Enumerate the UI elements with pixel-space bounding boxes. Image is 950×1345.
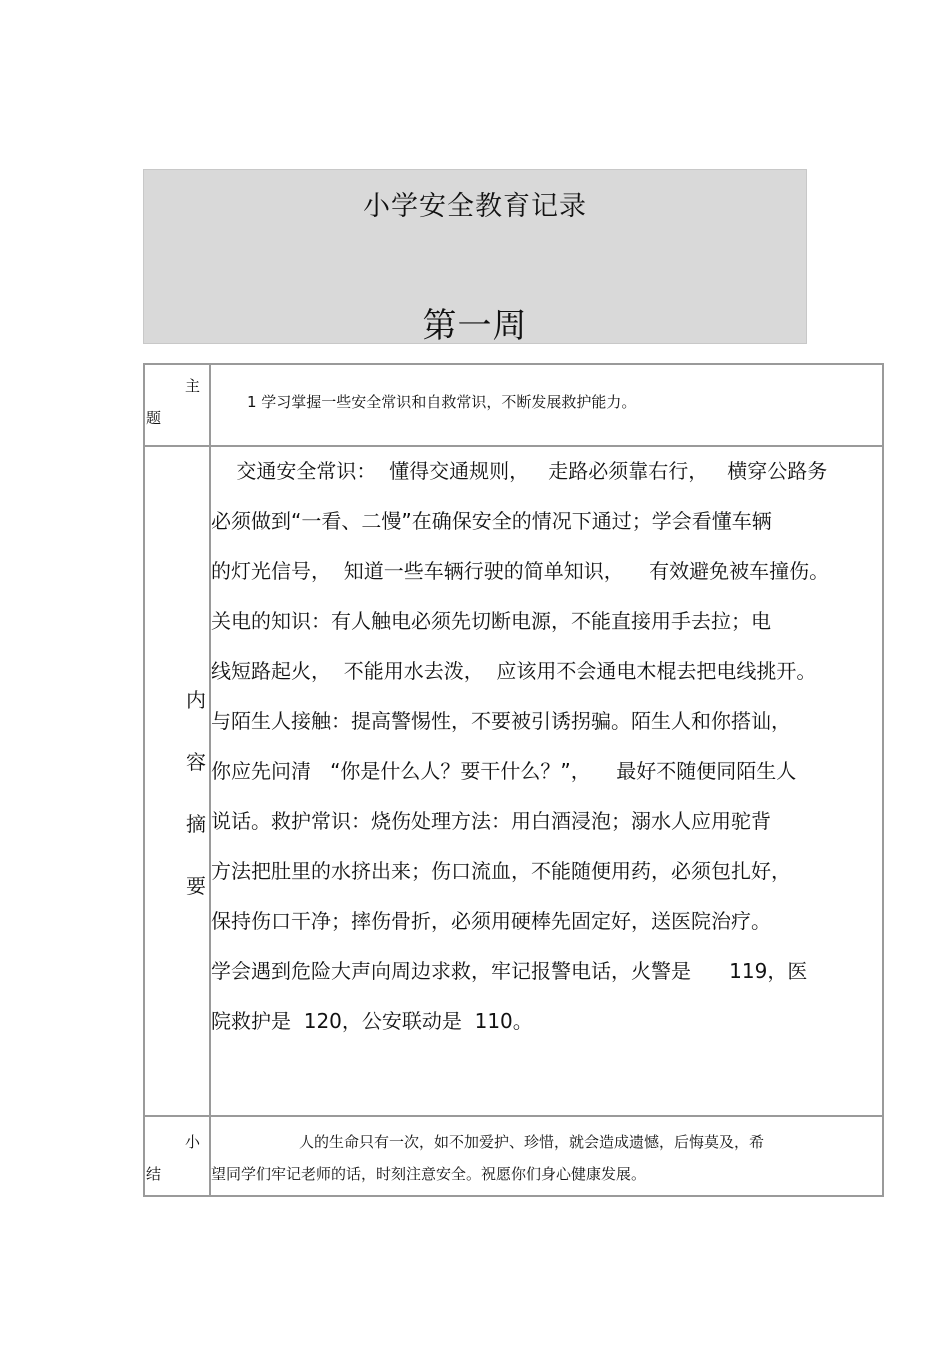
content-row (145, 447, 882, 1117)
topic-content-cell (211, 365, 882, 445)
content-label-cell (145, 447, 211, 1115)
summary-label-part1: 小 (185, 1133, 201, 1151)
content-label: 内容摘要 (186, 688, 206, 898)
topic-label-cell (145, 365, 211, 445)
content-line: 交通安全常识： 懂得交通规则， 走路必须靠右行， 横穿公路务 (211, 459, 828, 483)
header-box (143, 169, 807, 344)
summary-label-cell (145, 1117, 211, 1195)
content-line: 的灯光信号， 知道一些车辆行驶的简单知识， 有效避免被车撞伤。 (211, 559, 830, 583)
record-table (143, 363, 884, 1197)
content-line: 线短路起火， 不能用水去泼， 应该用不会通电木棍去把电线挑开。 (211, 659, 817, 683)
topic-row (145, 365, 882, 447)
document-title: 小学安全教育记录 (363, 191, 587, 222)
content-line: 说话。救护常识：烧伤处理方法：用白酒浸泡；溺水人应用驼背 (211, 809, 771, 833)
content-line: 院救护是 120，公安联动是 110。 (211, 1009, 533, 1033)
summary-line-1: 人的生命只有一次，如不加爱护、珍惜，就会造成遗憾，后悔莫及，希 (299, 1133, 765, 1151)
content-line: 你应先问清 “你是什么人？要干什么？”， 最好不随便同陌生人 (211, 759, 797, 783)
content-text-cell (211, 447, 882, 1115)
content-line: 保持伤口干净；摔伤骨折，必须用硬棒先固定好，送医院治疗。 (211, 909, 771, 933)
content-line: 方法把肚里的水挤出来；伤口流血，不能随便用药，必须包扎好， (211, 859, 791, 883)
content-text (211, 453, 881, 1053)
content-line: 与陌生人接触：提高警惕性，不要被引诱拐骗。陌生人和你搭讪， (211, 709, 791, 733)
topic-text: 1 学习掌握一些安全常识和自救常识，不断发展救护能力。 (247, 393, 637, 411)
summary-label-part2: 结 (146, 1165, 162, 1183)
summary-content-cell (211, 1117, 882, 1195)
summary-line-2: 望同学们牢记老师的话，时刻注意安全。祝愿你们身心健康发展。 (211, 1165, 647, 1183)
summary-row (145, 1117, 882, 1195)
week-title: 第一周 (422, 306, 528, 346)
topic-label-part2: 题 (146, 409, 162, 427)
topic-label-part1: 主 (185, 377, 201, 395)
content-line: 必须做到“一看、二慢”在确保安全的情况下通过；学会看懂车辆 (211, 509, 772, 533)
content-line: 关电的知识：有人触电必须先切断电源，不能直接用手去拉；电 (211, 609, 771, 633)
content-line: 学会遇到危险大声向周边求救，牢记报警电话，火警是 119，医 (211, 959, 808, 983)
